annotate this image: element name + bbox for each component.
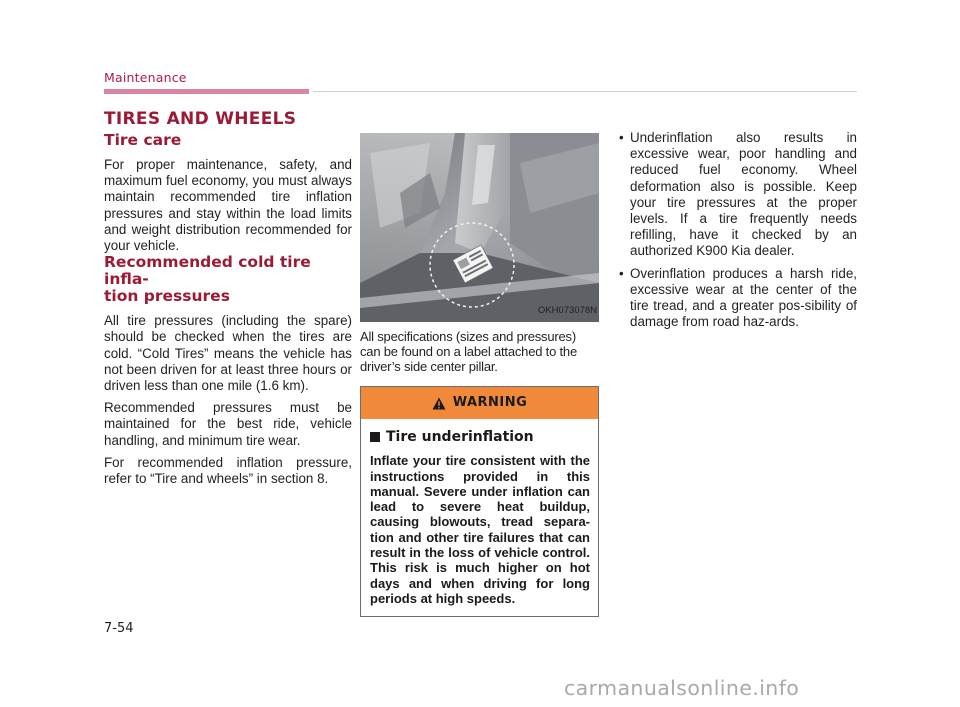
bullet-list [606,130,857,330]
warning-label: WARNING [452,394,528,410]
column-left [104,132,352,487]
header-accent-rule [104,89,309,94]
section-label: Maintenance [104,70,187,85]
tire-care-heading: Tire care [104,131,182,149]
list-item [606,266,857,331]
figure-caption: All specifications (sizes and pressures) can be found on a label attached to the driver’s side center pillar. [360,329,577,374]
warning-box [360,386,599,617]
header-divider [313,91,857,92]
pillar-photo-illustration [360,133,599,322]
warning-text: Inflate your tire consistent with the instructions provided in this manual. Severe under inflation can lead to severe heat buildup, causing blowouts, tread separa-tion and other tire failures that can result in the loss of vehicle control. This risk is much higher on hot days and when driving for long periods at high speeds. [370,453,590,606]
cold-pressures-paragraph-1: All tire pressures (including the spare) should be checked when the tires are cold. “Cold Tires” means the vehicle has not been driven for at least three hours or driven less than one mile (1.6 km). [104,313,352,394]
cold-pressures-paragraph-3: For recommended inflation pressure, refer to “Tire and wheels” in section 8. [104,454,352,487]
column-right [606,130,857,330]
page-number: 7-54 [104,621,134,636]
cold-pressures-paragraph-2: Recommended pressures must be maintained for the best ride, vehicle handling, and minimum tire wear. [104,400,352,448]
warning-title-text: Tire underinflation [386,429,534,445]
warning-title [370,429,590,445]
cold-pressures-heading-line1: Recommended cold tire infla- [104,253,311,289]
footer-watermark: carmanualsonline.info [564,676,800,700]
cold-pressures-heading [104,254,352,305]
warning-triangle-icon [432,397,446,410]
tire-care-paragraph: For proper maintenance, safety, and maximum fuel economy, you must always maintain recommended tire inflation pressures and stay within the load limits and weight distribution recommended for your vehicle. [104,157,352,254]
cold-pressures-heading-line2: tion pressures [104,287,230,306]
list-item [606,130,857,260]
bullet-dot: • [619,265,624,281]
bullet-text-underinflation: Underinflation also results in excessive wear, poor handling and reduced fuel economy. Wheel deformation also is possible. Keep your tire pressures at the proper levels. If a tire frequently needs refilling, have it checked by an authorized K900 Kia dealer. [630,130,857,259]
figure-code: OKH073078N [537,304,597,316]
column-middle [360,133,599,617]
square-bullet-icon [370,432,380,442]
warning-body [361,419,598,616]
tire-label-figure [360,133,599,322]
page-title: TIRES AND WHEELS [104,109,297,129]
bullet-dot: • [619,130,624,145]
warning-header [361,387,598,419]
bullet-text-overinflation: Overinflation produces a harsh ride, excessive wear at the center of the tire tread, and a greater pos-sibility of damage from road haz-ards. [630,265,857,330]
